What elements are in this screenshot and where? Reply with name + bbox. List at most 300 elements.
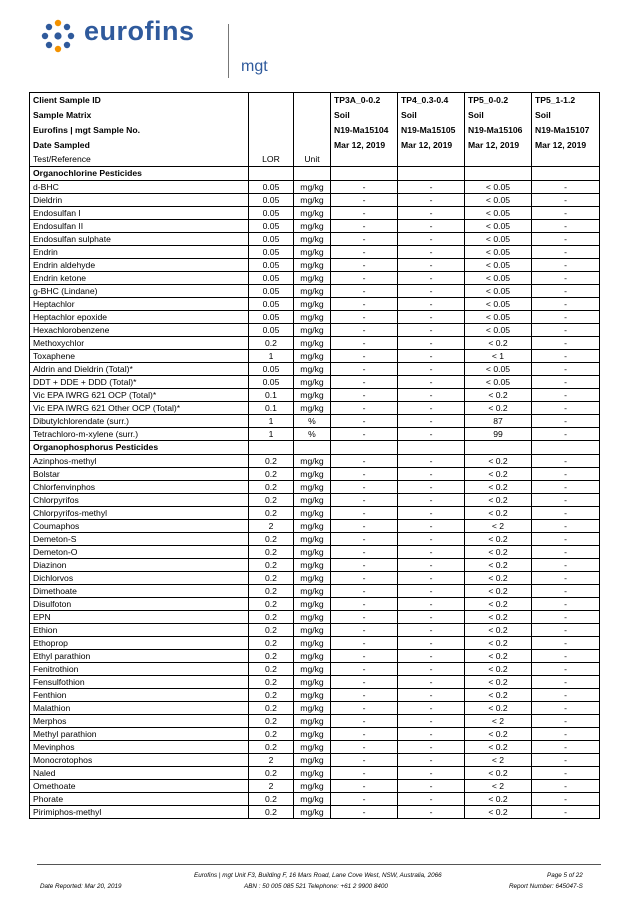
unit-value: mg/kg xyxy=(294,402,331,415)
result-value: - xyxy=(398,728,465,741)
lor-value: 2 xyxy=(249,780,294,793)
table-row xyxy=(30,207,600,220)
section-spacer xyxy=(398,441,465,455)
analyte-name: Toxaphene xyxy=(30,350,249,363)
result-value: < 0.2 xyxy=(465,598,532,611)
result-value: < 0.2 xyxy=(465,559,532,572)
lor-value: 0.2 xyxy=(249,676,294,689)
analyte-name: Merphos xyxy=(30,715,249,728)
lor-cell xyxy=(249,138,294,153)
table-row xyxy=(30,233,600,246)
result-value: - xyxy=(331,689,398,702)
table-row xyxy=(30,546,600,559)
result-value: - xyxy=(398,455,465,468)
result-value: - xyxy=(331,468,398,481)
lor-value: 0.05 xyxy=(249,363,294,376)
lor-value: 0.2 xyxy=(249,650,294,663)
unit-value: mg/kg xyxy=(294,767,331,780)
result-value: < 0.2 xyxy=(465,533,532,546)
table-row xyxy=(30,350,600,363)
result-value: < 0.05 xyxy=(465,311,532,324)
lor-value: 0.05 xyxy=(249,259,294,272)
unit-value: mg/kg xyxy=(294,806,331,819)
table-row xyxy=(30,181,600,194)
result-value: < 0.2 xyxy=(465,741,532,754)
analyte-name: Chlorpyrifos xyxy=(30,494,249,507)
result-value: - xyxy=(398,494,465,507)
result-value: - xyxy=(532,702,600,715)
unit-value: mg/kg xyxy=(294,207,331,220)
lor-value: 0.05 xyxy=(249,246,294,259)
table-row xyxy=(30,676,600,689)
lor-value: 2 xyxy=(249,754,294,767)
table-row xyxy=(30,363,600,376)
table-row xyxy=(30,806,600,819)
result-value: - xyxy=(331,363,398,376)
result-value: - xyxy=(331,728,398,741)
lor-value: 0.2 xyxy=(249,468,294,481)
result-value: - xyxy=(331,546,398,559)
footer-abn-telephone: ABN : 50 005 085 521 Telephone: +61 2 9900 8400 xyxy=(244,883,388,890)
result-value: - xyxy=(532,637,600,650)
lor-value: 0.1 xyxy=(249,402,294,415)
result-value: < 0.2 xyxy=(465,468,532,481)
result-value: - xyxy=(532,585,600,598)
result-value: < 2 xyxy=(465,715,532,728)
result-value: - xyxy=(398,546,465,559)
unit-value: mg/kg xyxy=(294,363,331,376)
lor-value: 0.2 xyxy=(249,689,294,702)
analyte-name: Disulfoton xyxy=(30,598,249,611)
table-row xyxy=(30,793,600,806)
sample-header-value: Soil xyxy=(398,108,465,123)
table-row xyxy=(30,663,600,676)
table-row xyxy=(30,285,600,298)
sample-column-spacer xyxy=(331,153,398,167)
section-spacer xyxy=(331,167,398,181)
analyte-name: Methoxychlor xyxy=(30,337,249,350)
result-value: - xyxy=(331,611,398,624)
result-value: < 0.2 xyxy=(465,624,532,637)
analyte-name: Ethion xyxy=(30,624,249,637)
result-value: - xyxy=(398,637,465,650)
result-value: < 0.05 xyxy=(465,233,532,246)
result-value: - xyxy=(398,272,465,285)
result-value: < 0.2 xyxy=(465,494,532,507)
table-row xyxy=(30,272,600,285)
result-value: - xyxy=(331,507,398,520)
result-value: - xyxy=(532,715,600,728)
result-value: - xyxy=(532,754,600,767)
result-value: - xyxy=(331,194,398,207)
lor-value: 0.2 xyxy=(249,337,294,350)
section-spacer xyxy=(331,441,398,455)
result-value: - xyxy=(331,676,398,689)
result-value: - xyxy=(532,259,600,272)
unit-value: mg/kg xyxy=(294,793,331,806)
sample-column-spacer xyxy=(398,153,465,167)
result-value: < 0.05 xyxy=(465,363,532,376)
unit-value: mg/kg xyxy=(294,572,331,585)
sample-header-value: TP3A_0-0.2 xyxy=(331,93,398,109)
result-value: - xyxy=(398,324,465,337)
unit-value: mg/kg xyxy=(294,650,331,663)
section-header-row xyxy=(30,167,600,181)
lor-value: 0.2 xyxy=(249,481,294,494)
result-value: - xyxy=(532,676,600,689)
table-row xyxy=(30,572,600,585)
result-value: < 0.05 xyxy=(465,259,532,272)
table-row xyxy=(30,780,600,793)
result-value: - xyxy=(398,650,465,663)
table-row xyxy=(30,702,600,715)
result-value: - xyxy=(532,363,600,376)
unit-value: mg/kg xyxy=(294,715,331,728)
analyte-name: Vic EPA IWRG 621 Other OCP (Total)* xyxy=(30,402,249,415)
result-value: - xyxy=(532,533,600,546)
result-value: 87 xyxy=(465,415,532,428)
analyte-name: Demeton-S xyxy=(30,533,249,546)
analyte-name: Endosulfan I xyxy=(30,207,249,220)
table-row xyxy=(30,337,600,350)
result-value: - xyxy=(398,507,465,520)
column-header-row xyxy=(30,153,600,167)
lor-value: 0.05 xyxy=(249,207,294,220)
table-row xyxy=(30,415,600,428)
result-value: - xyxy=(398,611,465,624)
result-value: - xyxy=(331,389,398,402)
unit-value: mg/kg xyxy=(294,585,331,598)
unit-value: mg/kg xyxy=(294,559,331,572)
lor-value: 0.2 xyxy=(249,793,294,806)
result-value: - xyxy=(532,194,600,207)
result-value: - xyxy=(532,806,600,819)
result-value: - xyxy=(398,754,465,767)
lor-value: 0.05 xyxy=(249,181,294,194)
unit-value: mg/kg xyxy=(294,780,331,793)
analyte-name: d-BHC xyxy=(30,181,249,194)
result-value: - xyxy=(331,428,398,441)
lor-cell xyxy=(249,123,294,138)
lor-value: 0.05 xyxy=(249,298,294,311)
table-row xyxy=(30,311,600,324)
result-value: - xyxy=(398,285,465,298)
result-value: - xyxy=(331,298,398,311)
result-value: - xyxy=(532,598,600,611)
result-value: - xyxy=(331,337,398,350)
result-value: - xyxy=(331,350,398,363)
result-value: - xyxy=(532,793,600,806)
analyte-name: Endrin xyxy=(30,246,249,259)
analyte-name: DDT + DDE + DDD (Total)* xyxy=(30,376,249,389)
result-value: - xyxy=(331,598,398,611)
eurofins-logo-icon xyxy=(40,18,76,54)
unit-value: % xyxy=(294,415,331,428)
result-value: - xyxy=(398,676,465,689)
unit-value: mg/kg xyxy=(294,494,331,507)
analyte-name: Naled xyxy=(30,767,249,780)
lor-value: 0.05 xyxy=(249,194,294,207)
result-value: - xyxy=(532,507,600,520)
analyte-name: Dimethoate xyxy=(30,585,249,598)
result-value: - xyxy=(532,324,600,337)
unit-value: mg/kg xyxy=(294,507,331,520)
section-spacer xyxy=(294,441,331,455)
result-value: - xyxy=(532,415,600,428)
analyte-name: Azinphos-methyl xyxy=(30,455,249,468)
unit-value: mg/kg xyxy=(294,194,331,207)
result-value: - xyxy=(532,572,600,585)
section-spacer xyxy=(249,167,294,181)
result-value: - xyxy=(398,246,465,259)
table-row xyxy=(30,624,600,637)
result-value: - xyxy=(331,767,398,780)
result-value: - xyxy=(532,311,600,324)
result-value: - xyxy=(532,494,600,507)
result-value: < 2 xyxy=(465,520,532,533)
table-row xyxy=(30,481,600,494)
result-value: - xyxy=(532,481,600,494)
result-value: - xyxy=(398,520,465,533)
unit-value: mg/kg xyxy=(294,220,331,233)
header-row xyxy=(30,93,600,109)
analyte-name: Heptachlor xyxy=(30,298,249,311)
result-value: - xyxy=(532,520,600,533)
result-value: - xyxy=(331,533,398,546)
result-value: < 0.2 xyxy=(465,611,532,624)
result-value: < 0.2 xyxy=(465,806,532,819)
unit-value: mg/kg xyxy=(294,624,331,637)
unit-value: mg/kg xyxy=(294,455,331,468)
logo-divider xyxy=(228,24,229,78)
analyte-name: Dibutylchlorendate (surr.) xyxy=(30,415,249,428)
table-row xyxy=(30,754,600,767)
lor-column-header: LOR xyxy=(249,153,294,167)
analyte-name: Chlorfenvinphos xyxy=(30,481,249,494)
unit-value: mg/kg xyxy=(294,546,331,559)
result-value: < 2 xyxy=(465,754,532,767)
result-value: - xyxy=(532,546,600,559)
unit-value: mg/kg xyxy=(294,689,331,702)
result-value: < 0.2 xyxy=(465,676,532,689)
table-row xyxy=(30,259,600,272)
logo-wordmark: eurofins xyxy=(84,16,195,46)
analyte-name: Mevinphos xyxy=(30,741,249,754)
result-value: - xyxy=(532,611,600,624)
analyte-name: Demeton-O xyxy=(30,546,249,559)
analyte-name: Bolstar xyxy=(30,468,249,481)
result-value: - xyxy=(331,806,398,819)
sample-header-value: Soil xyxy=(465,108,532,123)
test-reference-label: Test/Reference xyxy=(30,153,249,167)
lor-value: 0.05 xyxy=(249,324,294,337)
analyte-name: Aldrin and Dieldrin (Total)* xyxy=(30,363,249,376)
table-row xyxy=(30,650,600,663)
result-value: - xyxy=(331,637,398,650)
result-value: - xyxy=(532,455,600,468)
unit-value: mg/kg xyxy=(294,285,331,298)
result-value: - xyxy=(532,233,600,246)
result-value: - xyxy=(331,650,398,663)
result-value: - xyxy=(331,572,398,585)
result-value: - xyxy=(532,181,600,194)
result-value: < 0.05 xyxy=(465,324,532,337)
sample-header-value: N19-Ma15107 xyxy=(532,123,600,138)
unit-value: mg/kg xyxy=(294,311,331,324)
section-spacer xyxy=(465,441,532,455)
analyte-name: Dieldrin xyxy=(30,194,249,207)
result-value: < 0.05 xyxy=(465,194,532,207)
unit-value: mg/kg xyxy=(294,324,331,337)
result-value: - xyxy=(532,728,600,741)
lor-value: 0.2 xyxy=(249,728,294,741)
result-value: - xyxy=(331,376,398,389)
result-value: < 0.2 xyxy=(465,337,532,350)
table-row xyxy=(30,559,600,572)
unit-value: mg/kg xyxy=(294,533,331,546)
sample-header-value: N19-Ma15105 xyxy=(398,123,465,138)
analyte-name: Omethoate xyxy=(30,780,249,793)
analyte-name: Heptachlor epoxide xyxy=(30,311,249,324)
lor-value: 0.2 xyxy=(249,494,294,507)
result-value: - xyxy=(532,220,600,233)
unit-value: mg/kg xyxy=(294,598,331,611)
lor-value: 0.2 xyxy=(249,741,294,754)
header-label: Eurofins | mgt Sample No. xyxy=(30,123,249,138)
section-header-row xyxy=(30,441,600,455)
result-value: < 0.2 xyxy=(465,689,532,702)
table-row xyxy=(30,389,600,402)
lor-value: 0.2 xyxy=(249,585,294,598)
result-value: - xyxy=(532,298,600,311)
result-value: < 1 xyxy=(465,350,532,363)
sample-header-value: Mar 12, 2019 xyxy=(465,138,532,153)
result-value: - xyxy=(532,663,600,676)
result-value: - xyxy=(331,559,398,572)
analyte-name: Endosulfan II xyxy=(30,220,249,233)
result-value: - xyxy=(398,220,465,233)
table-row xyxy=(30,715,600,728)
result-value: < 0.2 xyxy=(465,702,532,715)
table-row xyxy=(30,637,600,650)
unit-value: mg/kg xyxy=(294,376,331,389)
result-value: - xyxy=(398,194,465,207)
result-value: - xyxy=(398,181,465,194)
result-value: - xyxy=(532,402,600,415)
results-table xyxy=(29,92,600,819)
result-value: - xyxy=(331,324,398,337)
sample-header-value: Mar 12, 2019 xyxy=(398,138,465,153)
result-value: - xyxy=(331,233,398,246)
result-value: < 2 xyxy=(465,780,532,793)
result-value: - xyxy=(331,481,398,494)
table-row xyxy=(30,533,600,546)
lor-value: 0.2 xyxy=(249,559,294,572)
analyte-name: Hexachlorobenzene xyxy=(30,324,249,337)
result-value: - xyxy=(331,715,398,728)
lor-cell xyxy=(249,93,294,109)
result-value: - xyxy=(398,598,465,611)
result-value: - xyxy=(331,220,398,233)
lor-value: 0.2 xyxy=(249,637,294,650)
header-label: Client Sample ID xyxy=(30,93,249,109)
lor-value: 0.2 xyxy=(249,455,294,468)
table-row xyxy=(30,376,600,389)
result-value: < 0.2 xyxy=(465,585,532,598)
section-spacer xyxy=(532,167,600,181)
sample-header-value: TP5_1-1.2 xyxy=(532,93,600,109)
result-value: < 0.05 xyxy=(465,272,532,285)
table-row xyxy=(30,494,600,507)
result-value: - xyxy=(331,624,398,637)
lor-value: 0.05 xyxy=(249,376,294,389)
lor-value: 0.2 xyxy=(249,806,294,819)
result-value: - xyxy=(398,624,465,637)
result-value: - xyxy=(398,663,465,676)
lor-value: 0.05 xyxy=(249,272,294,285)
table-row xyxy=(30,507,600,520)
header-row xyxy=(30,123,600,138)
sample-header-value: Soil xyxy=(331,108,398,123)
result-value: - xyxy=(532,350,600,363)
analyte-name: EPN xyxy=(30,611,249,624)
result-value: - xyxy=(398,298,465,311)
table-row xyxy=(30,585,600,598)
lor-value: 0.2 xyxy=(249,598,294,611)
result-value: - xyxy=(398,572,465,585)
lor-value: 0.2 xyxy=(249,624,294,637)
results-table-body xyxy=(30,93,600,819)
result-value: - xyxy=(532,207,600,220)
result-value: - xyxy=(331,741,398,754)
result-value: < 0.2 xyxy=(465,767,532,780)
analyte-name: Ethyl parathion xyxy=(30,650,249,663)
table-row xyxy=(30,767,600,780)
unit-value: mg/kg xyxy=(294,389,331,402)
result-value: < 0.2 xyxy=(465,481,532,494)
result-value: - xyxy=(398,806,465,819)
header-row xyxy=(30,138,600,153)
unit-value: mg/kg xyxy=(294,350,331,363)
result-value: - xyxy=(398,207,465,220)
table-row xyxy=(30,194,600,207)
header-label: Sample Matrix xyxy=(30,108,249,123)
unit-column-header: Unit xyxy=(294,153,331,167)
table-row xyxy=(30,468,600,481)
result-value: - xyxy=(331,455,398,468)
lor-value: 0.2 xyxy=(249,715,294,728)
result-value: - xyxy=(398,350,465,363)
analyte-name: Dichlorvos xyxy=(30,572,249,585)
result-value: - xyxy=(398,389,465,402)
result-value: - xyxy=(331,793,398,806)
result-value: - xyxy=(331,494,398,507)
lor-value: 0.05 xyxy=(249,285,294,298)
lor-value: 0.2 xyxy=(249,507,294,520)
result-value: < 0.05 xyxy=(465,246,532,259)
table-row xyxy=(30,324,600,337)
sample-header-value: N19-Ma15106 xyxy=(465,123,532,138)
result-value: < 0.05 xyxy=(465,220,532,233)
lor-value: 0.2 xyxy=(249,663,294,676)
sample-column-spacer xyxy=(465,153,532,167)
section-title: Organochlorine Pesticides xyxy=(30,167,249,181)
unit-value: % xyxy=(294,428,331,441)
analyte-name: Tetrachloro-m-xylene (surr.) xyxy=(30,428,249,441)
result-value: < 0.2 xyxy=(465,455,532,468)
result-value: - xyxy=(331,285,398,298)
result-value: - xyxy=(331,246,398,259)
